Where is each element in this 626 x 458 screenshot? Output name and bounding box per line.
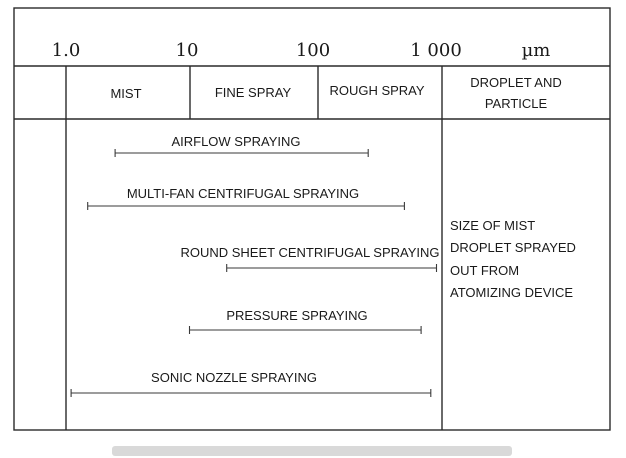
side-note-line: DROPLET SPRAYED	[450, 240, 576, 255]
header-cell-mist: MIST	[110, 86, 142, 101]
header-cell-particle: PARTICLE	[484, 96, 548, 111]
range-row-pressure	[190, 308, 422, 334]
range-row-round-sheet	[180, 245, 439, 272]
header-cell-fine-spray: FINE SPRAY	[214, 85, 292, 100]
range-label: ROUND SHEET CENTRIFUGAL SPRAYING	[180, 245, 440, 260]
range-row-multi-fan	[88, 186, 405, 210]
range-label: MULTI-FAN CENTRIFUGAL SPRAYING	[126, 186, 360, 201]
range-label: PRESSURE SPRAYING	[226, 308, 368, 323]
side-note	[450, 218, 576, 300]
range-label: SONIC NOZZLE SPRAYING	[151, 370, 317, 385]
caption-blur	[112, 446, 512, 456]
scale-tick-label: 1.0	[51, 40, 81, 61]
range-row-sonic-nozzle	[71, 370, 431, 397]
range-row-airflow	[115, 134, 368, 157]
range-label: AIRFLOW SPRAYING	[171, 134, 301, 149]
side-note-line: OUT FROM	[450, 263, 520, 278]
scale-tick-label: 10	[175, 40, 199, 61]
scale-tick-label: 100	[295, 40, 331, 61]
header-cell-rough-spray: ROUGH SPRAY	[329, 83, 425, 98]
scale-unit: µm	[521, 40, 551, 61]
scale-tick-label: 1 000	[410, 40, 462, 61]
side-note-line: ATOMIZING DEVICE	[450, 285, 574, 300]
side-note-line: SIZE OF MIST	[450, 218, 536, 233]
header-cell-droplet: DROPLET AND	[470, 75, 562, 90]
